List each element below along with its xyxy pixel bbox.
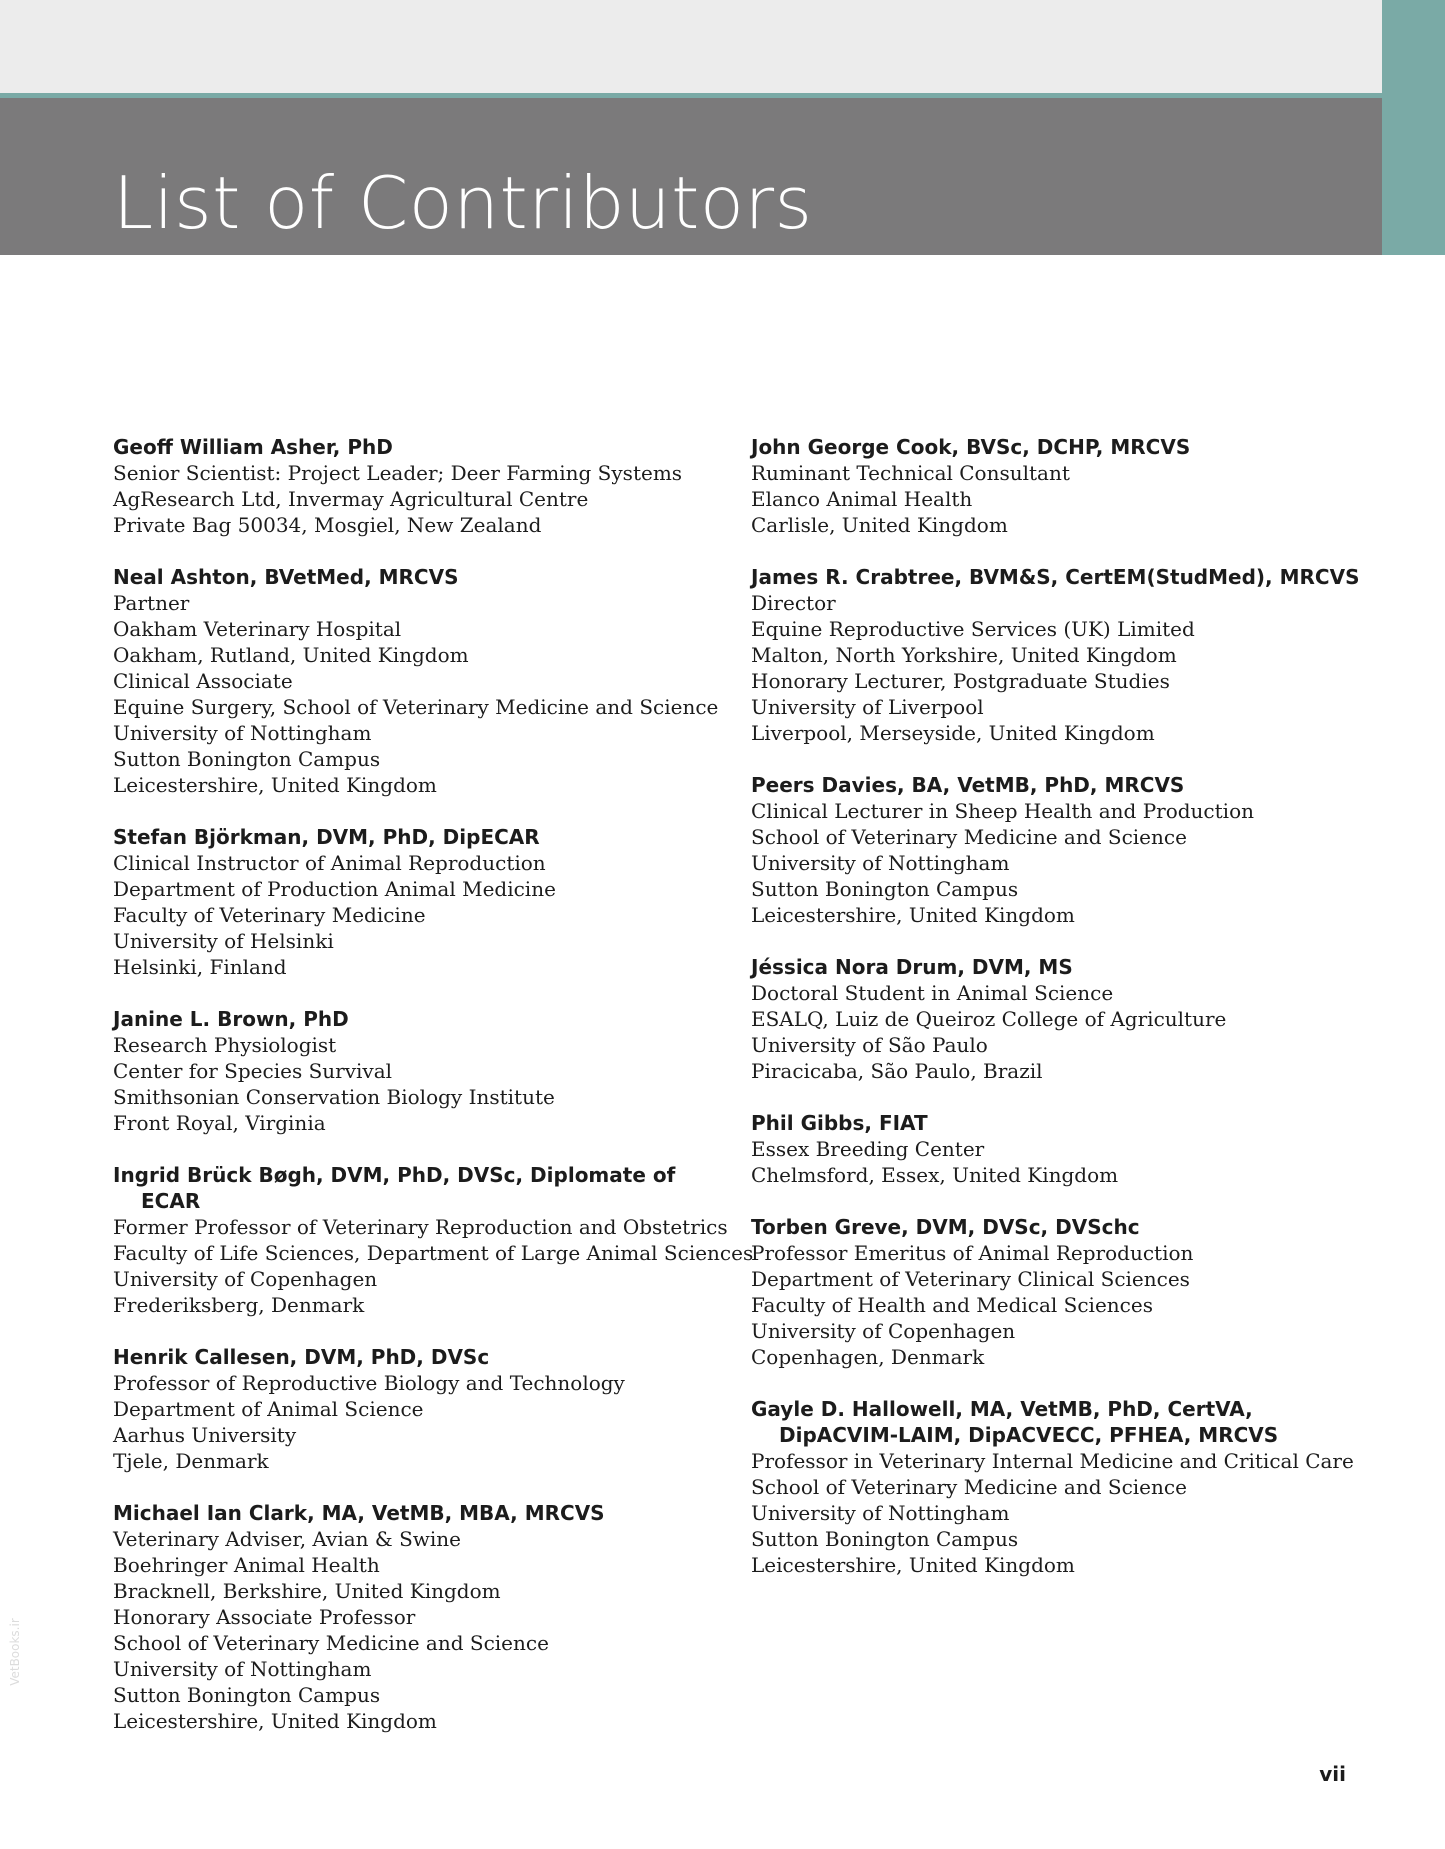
affiliation-line: Partner <box>113 591 190 615</box>
contributor-entry <box>113 1500 733 1734</box>
affiliation-line: Professor of Reproductive Biology and Technology <box>113 1371 625 1395</box>
affiliation-line: Senior Scientist: Project Leader; Deer Farming Systems <box>113 461 683 485</box>
affiliation-line: Veterinary Adviser, Avian & Swine <box>113 1527 461 1551</box>
affiliation-line: Aarhus University <box>113 1423 297 1447</box>
contributor-name: John George Cook, BVSc, DCHP, MRCVS <box>751 435 1191 459</box>
affiliation-line: ESALQ, Luiz de Queiroz College of Agriculture <box>751 1007 1227 1031</box>
contributor-entry <box>751 772 1371 928</box>
affiliation-line: Faculty of Health and Medical Sciences <box>751 1293 1153 1317</box>
affiliation-line: Sutton Bonington Campus <box>751 877 1019 901</box>
affiliation-line: Private Bag 50034, Mosgiel, New Zealand <box>113 513 542 537</box>
affiliation-line: Front Royal, Virginia <box>113 1111 326 1135</box>
contributor-name: Henrik Callesen, DVM, PhD, DVSc <box>113 1345 490 1369</box>
affiliation-line: University of São Paulo <box>751 1033 988 1057</box>
affiliation-line: Doctoral Student in Animal Science <box>751 981 1114 1005</box>
affiliation-line: University of Copenhagen <box>113 1267 378 1291</box>
affiliation-line: University of Nottingham <box>751 1501 1010 1525</box>
top-band <box>0 0 1382 93</box>
affiliation-line: Former Professor of Veterinary Reproduction and Obstetrics <box>113 1215 728 1239</box>
page-title: List of Contributors <box>113 161 813 245</box>
contributor-name: James R. Crabtree, BVM&S, CertEM(StudMed), MRCVS <box>751 565 1360 589</box>
contributor-name: Michael Ian Clark, MA, VetMB, MBA, MRCVS <box>113 1501 605 1525</box>
contributor-name: Phil Gibbs, FIAT <box>751 1111 928 1135</box>
affiliation-line: Equine Surgery, School of Veterinary Medicine and Science <box>113 695 719 719</box>
affiliation-line: Leicestershire, United Kingdom <box>751 903 1075 927</box>
affiliation-line: Department of Veterinary Clinical Sciences <box>751 1267 1190 1291</box>
affiliation-line: Clinical Instructor of Animal Reproduction <box>113 851 546 875</box>
affiliation-line: Essex Breeding Center <box>751 1137 985 1161</box>
contributor-entry <box>751 954 1371 1084</box>
affiliation-line: Oakham Veterinary Hospital <box>113 617 402 641</box>
affiliation-line: Oakham, Rutland, United Kingdom <box>113 643 469 667</box>
affiliation-line: Honorary Associate Professor <box>113 1605 416 1629</box>
affiliation-line: Faculty of Veterinary Medicine <box>113 903 426 927</box>
affiliation-line: School of Veterinary Medicine and Science <box>751 825 1187 849</box>
affiliation-line: Bracknell, Berkshire, United Kingdom <box>113 1579 501 1603</box>
contributor-name: Stefan Björkman, DVM, PhD, DipECAR <box>113 825 540 849</box>
affiliation-line: Leicestershire, United Kingdom <box>113 773 437 797</box>
affiliation-line: Leicestershire, United Kingdom <box>751 1553 1075 1577</box>
affiliation-line: Helsinki, Finland <box>113 955 287 979</box>
affiliation-line: Sutton Bonington Campus <box>113 1683 381 1707</box>
affiliation-line: School of Veterinary Medicine and Science <box>113 1631 549 1655</box>
contributor-name: Janine L. Brown, PhD <box>113 1007 349 1031</box>
affiliation-line: Clinical Associate <box>113 669 293 693</box>
contributors-column-left <box>113 434 754 1760</box>
contributor-name: Geoff William Asher, PhD <box>113 435 393 459</box>
contributors-column-right <box>751 434 1371 1604</box>
affiliation-line: Sutton Bonington Campus <box>751 1527 1019 1551</box>
contributor-name: Peers Davies, BA, VetMB, PhD, MRCVS <box>751 773 1185 797</box>
affiliation-line: Honorary Lecturer, Postgraduate Studies <box>751 669 1170 693</box>
affiliation-line: Sutton Bonington Campus <box>113 747 381 771</box>
watermark <box>3 1600 27 1710</box>
affiliation-line: Elanco Animal Health <box>751 487 973 511</box>
affiliation-line: University of Helsinki <box>113 929 334 953</box>
affiliation-line: Professor in Veterinary Internal Medicine and Critical Care <box>751 1449 1354 1473</box>
affiliation-line: Frederiksberg, Denmark <box>113 1293 365 1317</box>
affiliation-line: Chelmsford, Essex, United Kingdom <box>751 1163 1119 1187</box>
affiliation-line: Smithsonian Conservation Biology Institute <box>113 1085 555 1109</box>
affiliation-line: AgResearch Ltd, Invermay Agricultural Centre <box>113 487 589 511</box>
affiliation-line: Tjele, Denmark <box>113 1449 269 1473</box>
contributor-name: Neal Ashton, BVetMed, MRCVS <box>113 565 459 589</box>
chapter-tab <box>1382 0 1445 255</box>
affiliation-line: University of Copenhagen <box>751 1319 1016 1343</box>
affiliation-line: Malton, North Yorkshire, United Kingdom <box>751 643 1177 667</box>
affiliation-line: Leicestershire, United Kingdom <box>113 1709 437 1733</box>
contributor-name: Ingrid Brück Bøgh, DVM, PhD, DVSc, Diplomate of ECAR <box>113 1163 676 1213</box>
contributor-entry <box>113 824 733 980</box>
contributor-entry <box>113 1006 733 1136</box>
affiliation-line: University of Nottingham <box>751 851 1010 875</box>
contributor-name: Jéssica Nora Drum, DVM, MS <box>751 955 1073 979</box>
affiliation-line: Center for Species Survival <box>113 1059 393 1083</box>
affiliation-line: Carlisle, United Kingdom <box>751 513 1008 537</box>
affiliation-line: Piracicaba, São Paulo, Brazil <box>751 1059 1043 1083</box>
affiliation-line: Department of Animal Science <box>113 1397 424 1421</box>
affiliation-line: University of Liverpool <box>751 695 984 719</box>
affiliation-line: University of Nottingham <box>113 721 372 745</box>
contributor-entry <box>751 1110 1371 1188</box>
contributor-entry <box>113 1162 754 1318</box>
affiliation-line: Liverpool, Merseyside, United Kingdom <box>751 721 1155 745</box>
affiliation-line: Research Physiologist <box>113 1033 337 1057</box>
affiliation-line: Boehringer Animal Health <box>113 1553 380 1577</box>
page-number: vii <box>1319 1762 1346 1786</box>
affiliation-line: Copenhagen, Denmark <box>751 1345 985 1369</box>
contributor-entry <box>113 1344 733 1474</box>
contributor-name: Gayle D. Hallowell, MA, VetMB, PhD, CertVA, DipACVIM-LAIM, DipACVECC, PFHEA, MRCVS <box>751 1397 1279 1447</box>
affiliation-line: School of Veterinary Medicine and Science <box>751 1475 1187 1499</box>
affiliation-line: Equine Reproductive Services (UK) Limited <box>751 617 1195 641</box>
contributor-name: Torben Greve, DVM, DVSc, DVSchc <box>751 1215 1140 1239</box>
contributor-entry <box>751 1214 1371 1370</box>
affiliation-line: Ruminant Technical Consultant <box>751 461 1070 485</box>
affiliation-line: Faculty of Life Sciences, Department of Large Animal Sciences <box>113 1241 754 1265</box>
affiliation-line: Department of Production Animal Medicine <box>113 877 556 901</box>
affiliation-line: Professor Emeritus of Animal Reproduction <box>751 1241 1194 1265</box>
affiliation-line: Director <box>751 591 836 615</box>
contributor-entry <box>751 434 1371 538</box>
affiliation-line: Clinical Lecturer in Sheep Health and Production <box>751 799 1254 823</box>
contributor-entry <box>751 1396 1371 1578</box>
contributor-entry <box>113 434 733 538</box>
watermark-text: VetBooks.ir <box>8 1618 22 1686</box>
affiliation-line: University of Nottingham <box>113 1657 372 1681</box>
contributor-entry <box>751 564 1371 746</box>
contributor-entry <box>113 564 733 798</box>
